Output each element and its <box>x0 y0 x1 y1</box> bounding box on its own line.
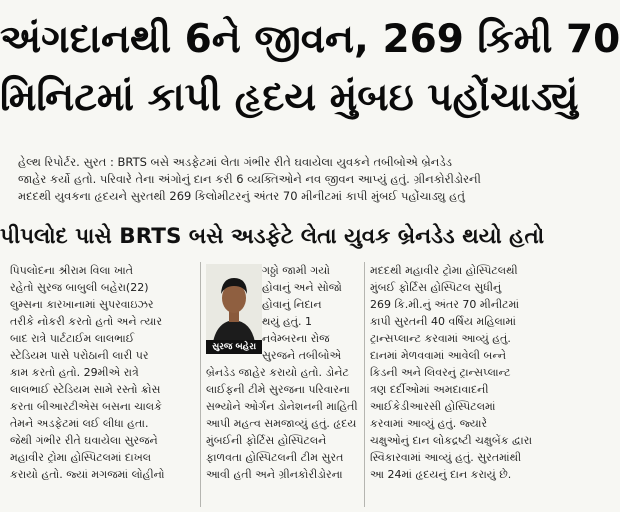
headline-line-2: મિનિટમાં કાપી હૃદય મુંબઇ પહોંચાડ્યું <box>0 75 579 120</box>
headline-line-1: અંગદાનથી 6ને જીવન, 269 કિમી 70 <box>0 17 620 62</box>
article-column-1 <box>10 262 194 483</box>
column-divider <box>200 262 201 507</box>
column-line: બાદ રાત્રે પાર્ટટાઈમ લાલભાઈ <box>10 332 135 345</box>
intro-paragraph <box>18 154 528 205</box>
intro-line: જાહેર કર્યો હતો. પરિવારે તેના અંગોનું દાન કરી 6 વ્યક્તિઓને નવ જીવન આપ્યું હતું. ગ્રીનકોરીડોરની <box>18 172 481 186</box>
column-line: રહેતો સુરજ બાબુલી બહેરા(22) <box>10 281 149 294</box>
subheading: પીપલોદ પાસે BRTS બસે અડફેટે લેતા યુવક બ્રેનડેડ થયો હતો <box>0 224 545 249</box>
intro-line: મદદથી યુવકના હૃદયને સુરતથી 269 કિલોમીટરનું અંતર 70 મીનીટમાં કાપી મુંબઈ પહોંચાડ્યુ હતું <box>18 189 465 203</box>
article-column-2 <box>206 262 356 483</box>
column-line: ત્રણ દર્દીઓમાં અમદાવાદની <box>370 383 489 396</box>
column-line: મુંબઈની ફોર્ટિસ હોસ્પિટલને <box>206 434 327 447</box>
column-line: લાઈફની ટીમે સુરજના પરિવારના <box>206 383 350 396</box>
column-line: તેમને અડફેટમાં લઈ લીધા હતા. <box>10 417 149 430</box>
column-line: કિડની અને લિવરનું ટ્રાન્સપ્લાન્ટ <box>370 366 511 379</box>
column-line: ચક્ષુઓનું દાન લોકદ્રષ્ટી ચક્ષુબેંક દ્વારા <box>370 434 533 447</box>
column-line: ફાળવતા હોસ્પિટલની ટીમ સુરત <box>206 451 344 464</box>
column-line: સુરજને તબીબોએ <box>262 349 342 362</box>
column-line: પિપલોદના શ્રીરામ વિલા ખાતે <box>10 264 133 277</box>
column-line: નવેમ્બરના રોજ <box>262 332 330 345</box>
column-line: લાલભાઈ સ્ટેડિયમ સામે રસ્તો ક્રોસ <box>10 383 161 396</box>
column-line: ગઠ્ઠો જામી ગયો <box>262 264 331 277</box>
column-line: સ્વિકારવામાં આવ્યું હતું. સુરતમાંથી <box>370 451 522 464</box>
column-line: મહાવીર ટ્રોમા હોસ્પિટલમાં દાખલ <box>10 451 152 464</box>
column-line: મુંબઈ ફોર્ટિસ હોસ્પિટલ સુધીનું <box>370 281 502 294</box>
column-line: હોવાનું અને સોજો <box>262 281 342 294</box>
photo-caption: સુરજ બહેરા <box>206 340 262 354</box>
column-line: આવી હતી અને ગ્રીનકોરીડોરના <box>206 468 343 481</box>
column-line: કામ કરતો હતો. 29મીએ રાત્રે <box>10 366 139 379</box>
column-line: કરતા બીઆરટીએસ બસના ચાલકે <box>10 400 162 413</box>
column-line: લુમ્સના કારખાનામાં સુપરવાઇઝર <box>10 298 154 311</box>
column-line: દાનમાં મેળવવામાં આવેલી બન્ને <box>370 349 507 362</box>
column-line: મદદથી મહાવીર ટ્રોમા હોસ્પિટલથી <box>370 264 518 277</box>
column-line: કરાયો હતો. જ્યાં મગજમાં લોહીનો <box>10 468 165 481</box>
column-line: આ 24માં હૃદયનું દાન કરાયું છે. <box>370 468 512 481</box>
column-line: કાપી સુરતની 40 વર્ષિય મહિલામાં <box>370 315 517 328</box>
column-line: ટ્રાન્સપ્લાન્ટ કરવામાં આવ્યું હતું. <box>370 332 511 345</box>
column-line: થયું હતું. 1 <box>262 315 313 328</box>
column-line: આઈકેડીઆરસી હોસ્પિટલમાં <box>370 400 496 413</box>
column-line: જેથી ગંભીર રીતે ઘવાયેલા સુરજને <box>10 434 158 447</box>
article-column-3 <box>370 262 532 483</box>
column-line: હોવાનું નિદાન <box>262 298 322 311</box>
column-line: કરવામાં આવ્યું હતું. જ્યારે <box>370 417 488 430</box>
column-line: 269 કિ.મી.નું અંતર 70 મીનીટમાં <box>370 298 520 311</box>
column-line: સભ્યોને ઓર્ગન ડોનેશનની માહિતી <box>206 400 358 413</box>
column-line: તરીકે નોકરી કરતો હતો અને ત્યાર <box>10 315 163 328</box>
column-divider <box>364 262 365 507</box>
column-line: બ્રેનડેડ જાહેર કરાયો હતો. ડોનેટ <box>206 366 349 379</box>
column-line: આપી મહત્વ સમજાવ્યું હતું. હૃદય <box>206 417 357 430</box>
intro-line: હેલ્થ રિપોર્ટર. સુરત : BRTS બસે અડફેટમાં લેતા ગંભીર રીતે ઘવાયેલા યુવકને તબીબોએ બ્રેનડેડ <box>18 155 452 169</box>
column-line: સ્ટેડિયમ પાસે પરોઠાની લારી પર <box>10 349 149 362</box>
